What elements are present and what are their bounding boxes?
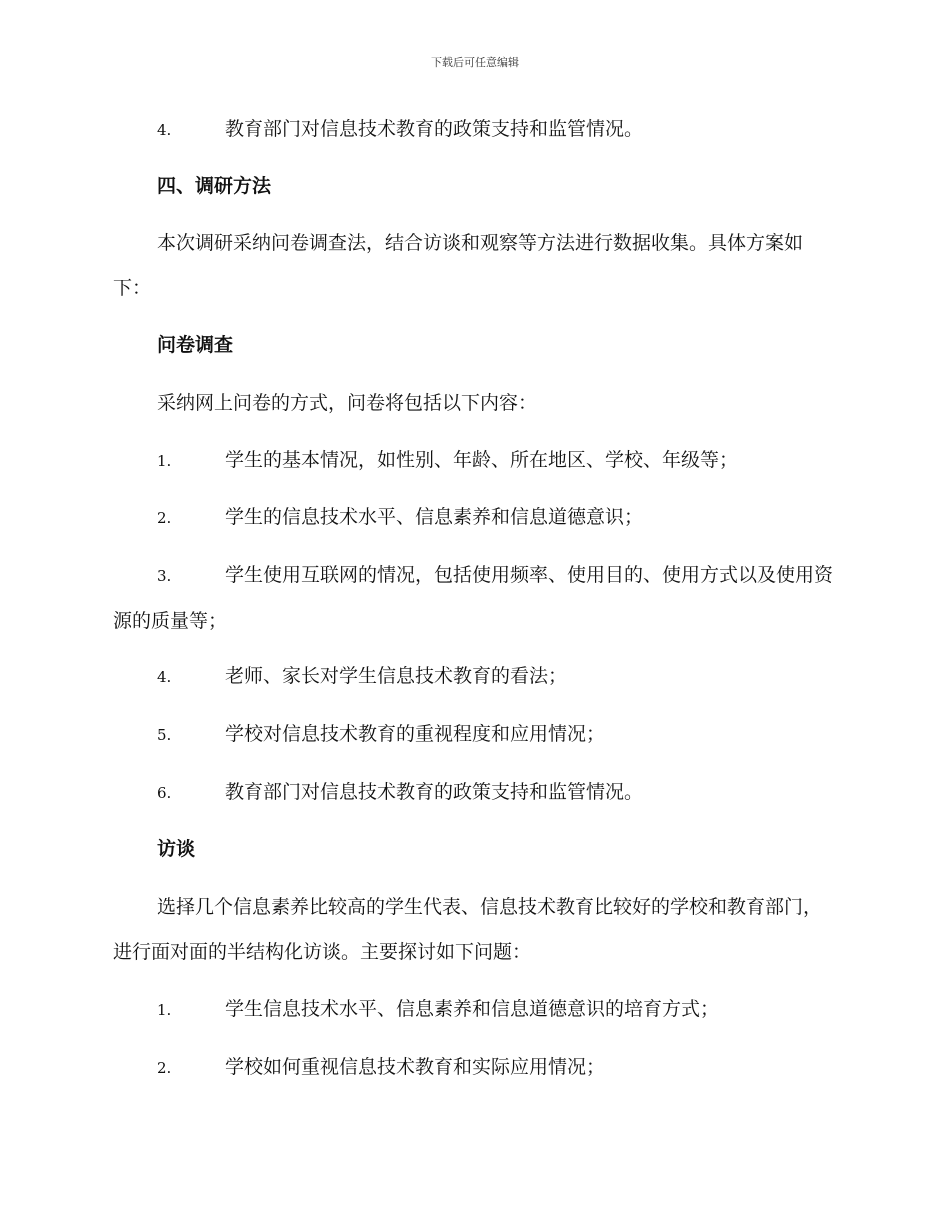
list-item [157, 987, 837, 1033]
list-item [157, 712, 837, 758]
list-number: 4. [157, 121, 172, 139]
list-text: 学生的基本情况，如性别、年龄、所在地区、学校、年级等； [225, 449, 739, 471]
list-text: 老师、家长对学生信息技术教育的看法； [225, 665, 568, 687]
list-text: 学生的信息技术水平、信息素养和信息道德意识； [225, 506, 644, 528]
list-text: 学校对信息技术教育的重视程度和应用情况； [225, 723, 606, 745]
list-item [157, 495, 837, 541]
list-number: 2. [157, 509, 172, 527]
list-item [157, 770, 837, 816]
subsection-heading: 问卷调查 [157, 334, 234, 356]
list-text: 学生信息技术水平、信息素养和信息道德意识的培育方式； [225, 998, 720, 1020]
section-heading: 四、调研方法 [157, 175, 272, 197]
list-item [157, 654, 837, 700]
list-number: 5. [157, 726, 172, 744]
list-number: 3. [157, 567, 172, 585]
paragraph: 选择几个信息素养比较高的学生代表、信息技术教育比较好的学校和教育部门，进行面对面的半结构化访谈。主要探讨如下问题： [113, 896, 823, 963]
list-item [113, 553, 837, 644]
paragraph: 采纳网上问卷的方式，问卷将包括以下内容： [157, 392, 538, 414]
page-header: 下载后可任意编辑 [431, 56, 519, 69]
list-item [157, 1045, 837, 1091]
list-number: 1. [157, 452, 172, 470]
list-number: 1. [157, 1001, 172, 1019]
list-item [157, 438, 837, 484]
list-item [157, 107, 837, 153]
list-text: 教育部门对信息技术教育的政策支持和监管情况。 [225, 781, 644, 803]
list-number: 6. [157, 784, 172, 802]
list-text: 教育部门对信息技术教育的政策支持和监管情况。 [225, 118, 644, 140]
list-text: 学校如何重视信息技术教育和实际应用情况； [225, 1056, 606, 1078]
paragraph: 本次调研采纳问卷调查法，结合访谈和观察等方法进行数据收集。具体方案如下： [113, 232, 804, 299]
subsection-heading: 访谈 [157, 838, 196, 860]
list-number: 2. [157, 1059, 172, 1077]
list-text: 学生使用互联网的情况，包括使用频率、使用目的、使用方式以及使用资源的质量等； [113, 564, 834, 632]
list-number: 4. [157, 668, 172, 686]
